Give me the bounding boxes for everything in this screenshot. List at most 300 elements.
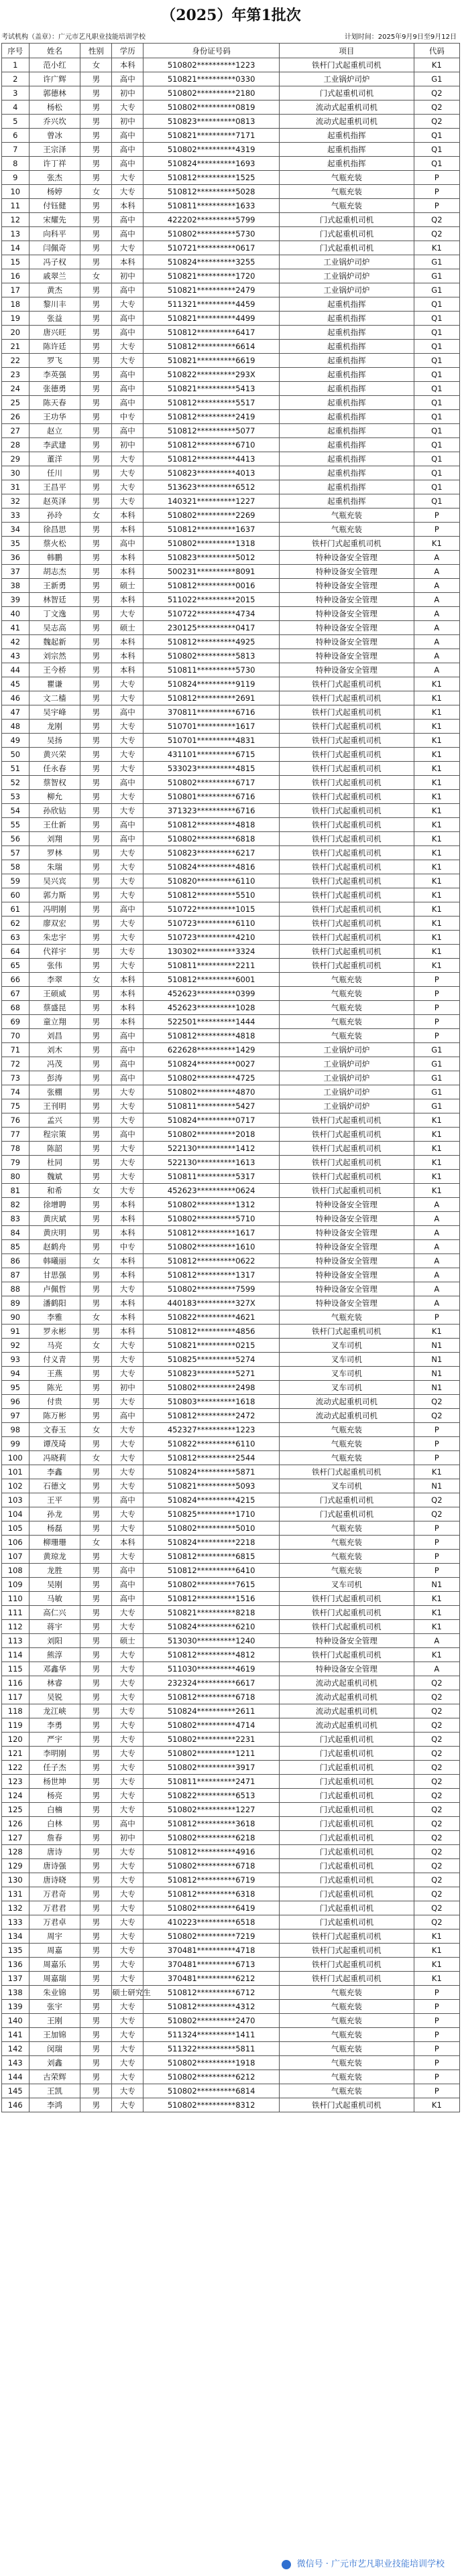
cell-index: 70 xyxy=(2,1029,30,1043)
cell-code: Q2 xyxy=(414,1831,459,1845)
cell-code: Q1 xyxy=(414,129,459,143)
table-row xyxy=(2,1901,460,1915)
cell-id-number: 510812**********6712 xyxy=(143,1986,280,2000)
cell-project: 流动式起重机司机 xyxy=(280,100,414,115)
cell-name: 王新勇 xyxy=(29,579,80,593)
cell-id-number: 510823**********5271 xyxy=(143,1367,280,1381)
table-row xyxy=(2,1507,460,1521)
cell-education: 初中 xyxy=(112,86,143,100)
cell-code: K1 xyxy=(414,2098,459,2112)
cell-gender: 男 xyxy=(80,1817,112,1831)
cell-name: 文二樯 xyxy=(29,691,80,705)
cell-code: Q1 xyxy=(414,368,459,382)
cell-name: 罗飞 xyxy=(29,354,80,368)
cell-gender: 男 xyxy=(80,1507,112,1521)
cell-gender: 男 xyxy=(80,410,112,424)
cell-gender: 男 xyxy=(80,2000,112,2014)
cell-index: 87 xyxy=(2,1268,30,1282)
table-row xyxy=(2,1733,460,1747)
cell-name: 白楠 xyxy=(29,1803,80,1817)
table-row xyxy=(2,1465,460,1479)
cell-code: A xyxy=(414,635,459,649)
table-row xyxy=(2,1859,460,1873)
cell-name: 万君卓 xyxy=(29,1915,80,1929)
cell-education: 高中 xyxy=(112,382,143,396)
cell-education: 大专 xyxy=(112,762,143,776)
cell-code: Q1 xyxy=(414,354,459,368)
cell-gender: 男 xyxy=(80,1972,112,1986)
table-row xyxy=(2,1873,460,1887)
table-row xyxy=(2,1071,460,1085)
cell-index: 136 xyxy=(2,1958,30,1972)
cell-education: 高中 xyxy=(112,312,143,326)
cell-gender: 女 xyxy=(80,269,112,283)
cell-id-number: 510723**********4210 xyxy=(143,931,280,945)
table-row xyxy=(2,1479,460,1493)
cell-code: K1 xyxy=(414,1606,459,1620)
cell-name: 王刚 xyxy=(29,2014,80,2028)
cell-name: 王仕新 xyxy=(29,818,80,832)
cell-id-number: 510812**********1637 xyxy=(143,523,280,537)
cell-gender: 男 xyxy=(80,1015,112,1029)
cell-education: 初中 xyxy=(112,269,143,283)
cell-education: 本科 xyxy=(112,1198,143,1212)
cell-code: P xyxy=(414,523,459,537)
cell-code: K1 xyxy=(414,241,459,255)
cell-index: 22 xyxy=(2,354,30,368)
cell-gender: 男 xyxy=(80,874,112,888)
cell-education: 大专 xyxy=(112,1353,143,1367)
cell-index: 16 xyxy=(2,269,30,283)
cell-project: 起重机指挥 xyxy=(280,326,414,340)
cell-gender: 男 xyxy=(80,1493,112,1507)
table-row xyxy=(2,1156,460,1170)
table-row xyxy=(2,171,460,185)
cell-gender: 男 xyxy=(80,663,112,677)
cell-education: 大专 xyxy=(112,452,143,466)
cell-index: 117 xyxy=(2,1690,30,1704)
cell-index: 17 xyxy=(2,283,30,297)
cell-index: 46 xyxy=(2,691,30,705)
cell-name: 蔡火松 xyxy=(29,537,80,551)
cell-gender: 男 xyxy=(80,297,112,312)
cell-project: 铁杆门式起重机司机 xyxy=(280,677,414,691)
table-row xyxy=(2,1887,460,1901)
cell-code: P xyxy=(414,1521,459,1536)
cell-gender: 男 xyxy=(80,748,112,762)
cell-code: G1 xyxy=(414,72,459,86)
cell-project: 门式起重机司机 xyxy=(280,1775,414,1789)
cell-education: 大专 xyxy=(112,466,143,480)
cell-index: 131 xyxy=(2,1887,30,1901)
cell-name: 王加锦 xyxy=(29,2028,80,2042)
cell-name: 潘鹤阳 xyxy=(29,1296,80,1310)
cell-code: Q2 xyxy=(414,1817,459,1831)
cell-code: A xyxy=(414,1662,459,1676)
cell-name: 赵鹤舟 xyxy=(29,1240,80,1254)
cell-gender: 男 xyxy=(80,1761,112,1775)
cell-id-number: 510820**********6110 xyxy=(143,874,280,888)
cell-project: 特种设备安全管理 xyxy=(280,1212,414,1226)
cell-project: 门式起重机司机 xyxy=(280,241,414,255)
cell-name: 郭德林 xyxy=(29,86,80,100)
cell-gender: 男 xyxy=(80,691,112,705)
cell-index: 98 xyxy=(2,1423,30,1437)
cell-name: 黄杰 xyxy=(29,283,80,297)
table-row xyxy=(2,902,460,917)
table-row xyxy=(2,480,460,494)
table-row xyxy=(2,1550,460,1564)
header-id-number: 身份证号码 xyxy=(143,44,280,58)
cell-gender: 男 xyxy=(80,790,112,804)
table-row xyxy=(2,1057,460,1071)
cell-gender: 男 xyxy=(80,804,112,818)
table-row xyxy=(2,255,460,269)
cell-index: 42 xyxy=(2,635,30,649)
cell-gender: 男 xyxy=(80,1873,112,1887)
cell-project: 特种设备安全管理 xyxy=(280,1634,414,1648)
header-project: 项目 xyxy=(280,44,414,58)
cell-gender: 男 xyxy=(80,720,112,734)
cell-name: 任川 xyxy=(29,466,80,480)
cell-education: 高中 xyxy=(112,1029,143,1043)
cell-index: 64 xyxy=(2,945,30,959)
cell-gender: 男 xyxy=(80,818,112,832)
cell-code: Q2 xyxy=(414,1747,459,1761)
cell-education: 本科 xyxy=(112,1001,143,1015)
cell-project: 起重机指挥 xyxy=(280,410,414,424)
cell-code: Q2 xyxy=(414,100,459,115)
cell-index: 59 xyxy=(2,874,30,888)
cell-index: 81 xyxy=(2,1184,30,1198)
table-row xyxy=(2,537,460,551)
cell-gender: 男 xyxy=(80,1929,112,1944)
cell-index: 36 xyxy=(2,551,30,565)
cell-index: 124 xyxy=(2,1789,30,1803)
cell-education: 本科 xyxy=(112,649,143,663)
cell-id-number: 510824**********1693 xyxy=(143,157,280,171)
cell-education: 大专 xyxy=(112,1887,143,1901)
cell-name: 王平 xyxy=(29,1493,80,1507)
cell-id-number: 510824**********0027 xyxy=(143,1057,280,1071)
cell-project: 铁杆门式起重机司机 xyxy=(280,1944,414,1958)
cell-project: 气瓶充装 xyxy=(280,2070,414,2084)
cell-project: 门式起重机司机 xyxy=(280,1873,414,1887)
cell-education: 高中 xyxy=(112,1043,143,1057)
table-row xyxy=(2,297,460,312)
cell-code: A xyxy=(414,565,459,579)
table-row xyxy=(2,1381,460,1395)
cell-index: 41 xyxy=(2,621,30,635)
cell-project: 流动式起重机司机 xyxy=(280,1718,414,1733)
cell-name: 张德勇 xyxy=(29,382,80,396)
cell-code: Q1 xyxy=(414,396,459,410)
cell-gender: 男 xyxy=(80,1690,112,1704)
cell-gender: 男 xyxy=(80,199,112,213)
cell-code: P xyxy=(414,2028,459,2042)
cell-code: Q1 xyxy=(414,480,459,494)
table-row xyxy=(2,734,460,748)
cell-id-number: 510802**********4870 xyxy=(143,1085,280,1099)
cell-project: 气瓶充装 xyxy=(280,1437,414,1451)
cell-index: 73 xyxy=(2,1071,30,1085)
cell-gender: 男 xyxy=(80,86,112,100)
cell-index: 110 xyxy=(2,1592,30,1606)
cell-id-number: 510802**********0819 xyxy=(143,100,280,115)
cell-index: 57 xyxy=(2,846,30,860)
cell-name: 刘昌 xyxy=(29,1029,80,1043)
cell-gender: 女 xyxy=(80,1339,112,1353)
cell-education: 大专 xyxy=(112,171,143,185)
table-row xyxy=(2,720,460,734)
cell-name: 吴宇峰 xyxy=(29,705,80,720)
cell-education: 大专 xyxy=(112,734,143,748)
cell-id-number: 510812**********1317 xyxy=(143,1268,280,1282)
cell-code: K1 xyxy=(414,1465,459,1479)
cell-name: 周嘉 xyxy=(29,1944,80,1958)
cell-education: 高中 xyxy=(112,1128,143,1142)
table-row xyxy=(2,1254,460,1268)
table-row xyxy=(2,1142,460,1156)
cell-id-number: 510822**********6110 xyxy=(143,1437,280,1451)
table-row xyxy=(2,157,460,171)
exam-org: 考试机构（盖章）：广元市艺凡职业技能培训学校 xyxy=(1,33,146,41)
cell-education: 本科 xyxy=(112,1212,143,1226)
cell-code: A xyxy=(414,1282,459,1296)
cell-index: 68 xyxy=(2,1001,30,1015)
cell-gender: 男 xyxy=(80,579,112,593)
cell-id-number: 510802**********5813 xyxy=(143,649,280,663)
cell-id-number: 510802**********4714 xyxy=(143,1718,280,1733)
cell-name: 陈天春 xyxy=(29,396,80,410)
cell-name: 杨亮 xyxy=(29,1789,80,1803)
cell-id-number: 510802**********8312 xyxy=(143,2098,280,2112)
table-row xyxy=(2,1747,460,1761)
cell-education: 大专 xyxy=(112,1282,143,1296)
table-row xyxy=(2,2000,460,2014)
cell-project: 起重机指挥 xyxy=(280,396,414,410)
cell-name: 程宗策 xyxy=(29,1128,80,1142)
cell-gender: 男 xyxy=(80,1198,112,1212)
cell-code: G1 xyxy=(414,255,459,269)
cell-index: 58 xyxy=(2,860,30,874)
table-row xyxy=(2,241,460,255)
cell-id-number: 510812**********0622 xyxy=(143,1254,280,1268)
cell-education: 大专 xyxy=(112,1423,143,1437)
cell-education: 大专 xyxy=(112,2056,143,2070)
cell-project: 气瓶充装 xyxy=(280,1423,414,1437)
cell-code: K1 xyxy=(414,1620,459,1634)
cell-gender: 女 xyxy=(80,1451,112,1465)
table-row xyxy=(2,1015,460,1029)
cell-id-number: 510802**********4725 xyxy=(143,1071,280,1085)
cell-id-number: 510812**********2472 xyxy=(143,1409,280,1423)
cell-index: 105 xyxy=(2,1521,30,1536)
cell-index: 67 xyxy=(2,987,30,1001)
cell-code: K1 xyxy=(414,734,459,748)
cell-name: 张益 xyxy=(29,312,80,326)
cell-project: 门式起重机司机 xyxy=(280,1901,414,1915)
cell-project: 流动式起重机司机 xyxy=(280,1395,414,1409)
cell-name: 韩曦丽 xyxy=(29,1254,80,1268)
cell-name: 徐增聘 xyxy=(29,1198,80,1212)
cell-id-number: 511022**********2015 xyxy=(143,593,280,607)
cell-id-number: 510812**********4413 xyxy=(143,452,280,466)
cell-education: 高中 xyxy=(112,157,143,171)
cell-education: 大专 xyxy=(112,1156,143,1170)
table-row xyxy=(2,1803,460,1817)
cell-education: 大专 xyxy=(112,241,143,255)
cell-gender: 男 xyxy=(80,213,112,227)
cell-project: 铁杆门式起重机司机 xyxy=(280,1929,414,1944)
cell-education: 高中 xyxy=(112,368,143,382)
cell-education: 高中 xyxy=(112,832,143,846)
cell-id-number: 452327**********1223 xyxy=(143,1423,280,1437)
cell-name: 董洋 xyxy=(29,452,80,466)
cell-project: 特种设备安全管理 xyxy=(280,579,414,593)
table-row xyxy=(2,818,460,832)
cell-name: 王宗泽 xyxy=(29,143,80,157)
table-row xyxy=(2,1761,460,1775)
cell-project: 工业锅炉司炉 xyxy=(280,72,414,86)
cell-id-number: 510823**********6217 xyxy=(143,846,280,860)
cell-id-number: 510812**********3618 xyxy=(143,1817,280,1831)
cell-name: 冯子权 xyxy=(29,255,80,269)
cell-index: 76 xyxy=(2,1113,30,1128)
cell-id-number: 510823**********0813 xyxy=(143,115,280,129)
cell-name: 李翠 xyxy=(29,973,80,987)
cell-code: Q2 xyxy=(414,1901,459,1915)
cell-id-number: 510811**********2471 xyxy=(143,1775,280,1789)
cell-index: 27 xyxy=(2,424,30,438)
cell-education: 高中 xyxy=(112,129,143,143)
cell-id-number: 452623**********0399 xyxy=(143,987,280,1001)
cell-index: 84 xyxy=(2,1226,30,1240)
wechat-icon xyxy=(282,2560,291,2569)
cell-index: 120 xyxy=(2,1733,30,1747)
cell-index: 96 xyxy=(2,1395,30,1409)
cell-project: 铁杆门式起重机司机 xyxy=(280,1972,414,1986)
cell-gender: 男 xyxy=(80,523,112,537)
cell-gender: 男 xyxy=(80,2098,112,2112)
cell-gender: 男 xyxy=(80,438,112,452)
cell-index: 142 xyxy=(2,2042,30,2056)
cell-education: 高中 xyxy=(112,326,143,340)
cell-gender: 男 xyxy=(80,1648,112,1662)
cell-project: 气瓶充装 xyxy=(280,1029,414,1043)
cell-name: 朱忠宇 xyxy=(29,931,80,945)
cell-code: Q2 xyxy=(414,1409,459,1423)
cell-code: N1 xyxy=(414,1578,459,1592)
cell-id-number: 510824**********6210 xyxy=(143,1620,280,1634)
cell-id-number: 510812**********2691 xyxy=(143,691,280,705)
cell-id-number: 510825**********1710 xyxy=(143,1507,280,1521)
cell-gender: 男 xyxy=(80,987,112,1001)
cell-education: 大专 xyxy=(112,354,143,368)
cell-gender: 女 xyxy=(80,1423,112,1437)
cell-project: 特种设备安全管理 xyxy=(280,1254,414,1268)
cell-name: 蔡盛昆 xyxy=(29,1001,80,1015)
table-row xyxy=(2,1958,460,1972)
cell-education: 硕士研究生 xyxy=(112,1986,143,2000)
cell-code: K1 xyxy=(414,874,459,888)
cell-gender: 女 xyxy=(80,1536,112,1550)
cell-code: Q1 xyxy=(414,157,459,171)
roster-table xyxy=(1,43,460,2112)
cell-index: 28 xyxy=(2,438,30,452)
cell-index: 104 xyxy=(2,1507,30,1521)
cell-code: P xyxy=(414,185,459,199)
cell-gender: 男 xyxy=(80,2056,112,2070)
cell-id-number: 510824**********5871 xyxy=(143,1465,280,1479)
cell-name: 张伟 xyxy=(29,959,80,973)
cell-name: 闵瑞 xyxy=(29,2042,80,2056)
cell-project: 特种设备安全管理 xyxy=(280,565,414,579)
cell-name: 万君奇 xyxy=(29,1887,80,1901)
cell-project: 气瓶充装 xyxy=(280,1986,414,2000)
cell-project: 起重机指挥 xyxy=(280,438,414,452)
cell-code: Q2 xyxy=(414,1676,459,1690)
cell-project: 起重机指挥 xyxy=(280,312,414,326)
table-row xyxy=(2,1817,460,1831)
cell-project: 铁杆门式起重机司机 xyxy=(280,1113,414,1128)
cell-project: 铁杆门式起重机司机 xyxy=(280,902,414,917)
cell-education: 大专 xyxy=(112,2070,143,2084)
cell-id-number: 510811**********5317 xyxy=(143,1170,280,1184)
cell-name: 丁文逸 xyxy=(29,607,80,621)
cell-code: K1 xyxy=(414,860,459,874)
cell-id-number: 370481**********4718 xyxy=(143,1944,280,1958)
cell-project: 起重机指挥 xyxy=(280,480,414,494)
cell-gender: 女 xyxy=(80,58,112,72)
cell-name: 陈光 xyxy=(29,1381,80,1395)
cell-education: 大专 xyxy=(112,790,143,804)
cell-project: 门式起重机司机 xyxy=(280,1789,414,1803)
cell-name: 卢佩哲 xyxy=(29,1282,80,1296)
cell-id-number: 510723**********6110 xyxy=(143,917,280,931)
table-row xyxy=(2,312,460,326)
cell-code: N1 xyxy=(414,1339,459,1353)
cell-education: 大专 xyxy=(112,1507,143,1521)
cell-id-number: 510802**********1312 xyxy=(143,1198,280,1212)
cell-index: 66 xyxy=(2,973,30,987)
cell-index: 101 xyxy=(2,1465,30,1479)
cell-name: 黄庆明 xyxy=(29,1226,80,1240)
cell-index: 74 xyxy=(2,1085,30,1099)
cell-gender: 男 xyxy=(80,1845,112,1859)
cell-project: 铁杆门式起重机司机 xyxy=(280,1648,414,1662)
cell-gender: 男 xyxy=(80,1282,112,1296)
table-row xyxy=(2,143,460,157)
table-row xyxy=(2,1395,460,1409)
cell-project: 流动式起重机司机 xyxy=(280,1409,414,1423)
cell-project: 特种设备安全管理 xyxy=(280,1240,414,1254)
cell-id-number: 510812**********2419 xyxy=(143,410,280,424)
cell-index: 38 xyxy=(2,579,30,593)
cell-id-number: 510802**********1211 xyxy=(143,1747,280,1761)
cell-index: 75 xyxy=(2,1099,30,1113)
cell-project: 气瓶充装 xyxy=(280,199,414,213)
cell-code: G1 xyxy=(414,1085,459,1099)
table-row xyxy=(2,1240,460,1254)
cell-name: 甘思强 xyxy=(29,1268,80,1282)
cell-name: 韩鹏 xyxy=(29,551,80,565)
cell-index: 50 xyxy=(2,748,30,762)
cell-index: 129 xyxy=(2,1859,30,1873)
table-row xyxy=(2,748,460,762)
cell-name: 林智廷 xyxy=(29,593,80,607)
cell-gender: 男 xyxy=(80,1479,112,1493)
